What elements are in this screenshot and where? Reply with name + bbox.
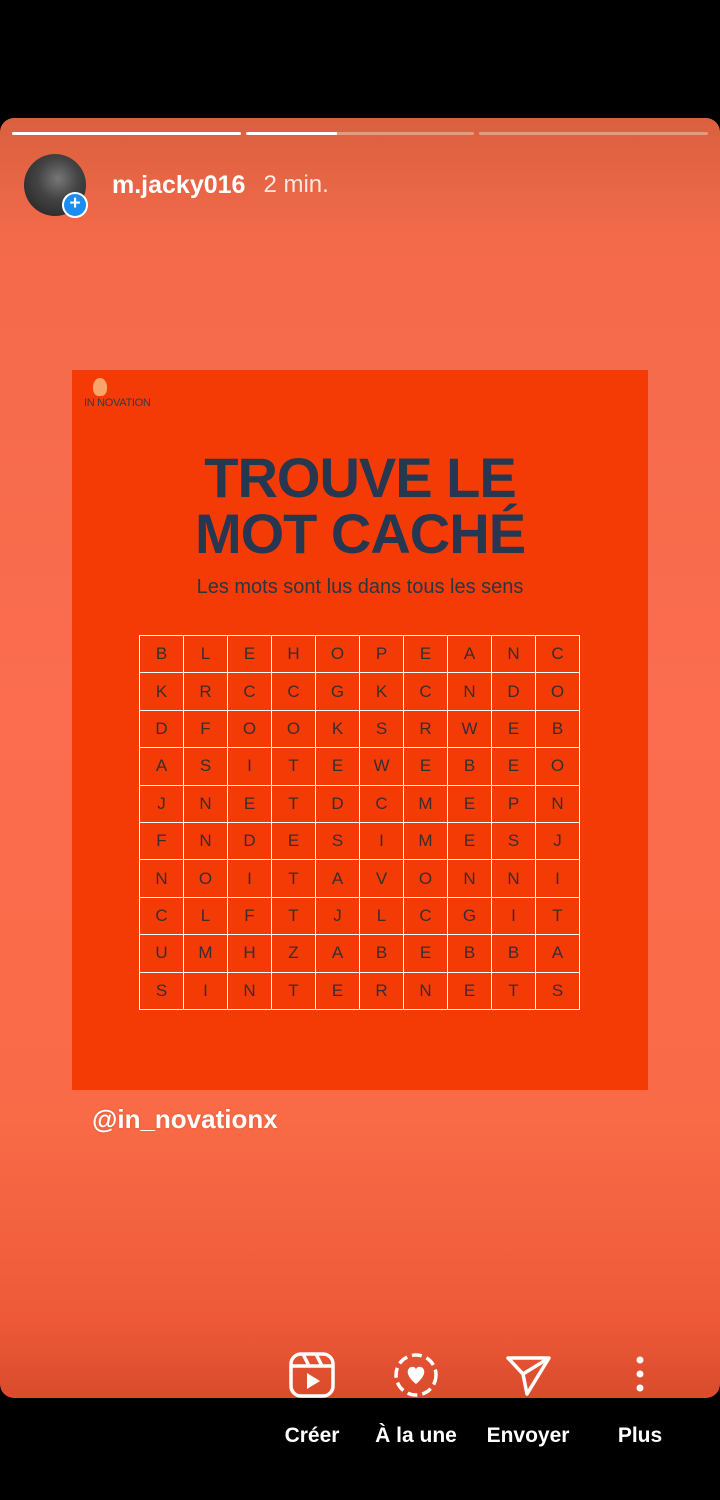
- grid-cell: N: [492, 636, 536, 673]
- grid-cell: G: [448, 898, 492, 935]
- grid-cell: P: [492, 786, 536, 823]
- grid-cell: W: [360, 748, 404, 785]
- grid-cell: J: [140, 786, 184, 823]
- grid-cell: U: [140, 935, 184, 972]
- grid-cell: R: [404, 711, 448, 748]
- post-title: [72, 446, 648, 565]
- grid-cell: A: [316, 860, 360, 897]
- grid-cell: O: [272, 711, 316, 748]
- post-subtitle: Les mots sont lus dans tous les sens: [196, 576, 524, 598]
- grid-cell: O: [184, 860, 228, 897]
- grid-cell: E: [316, 748, 360, 785]
- grid-cell: S: [536, 973, 580, 1010]
- grid-cell: O: [228, 711, 272, 748]
- grid-cell: T: [272, 973, 316, 1010]
- mention-sticker[interactable]: @in_novationx: [92, 1104, 278, 1134]
- grid-cell: N: [492, 860, 536, 897]
- send-icon[interactable]: [503, 1350, 553, 1400]
- grid-cell: N: [448, 673, 492, 710]
- grid-cell: E: [404, 636, 448, 673]
- grid-cell: T: [492, 973, 536, 1010]
- story-progress-bar: [12, 132, 708, 136]
- grid-cell: R: [360, 973, 404, 1010]
- grid-cell: T: [272, 860, 316, 897]
- grid-cell: N: [184, 823, 228, 860]
- grid-cell: F: [184, 711, 228, 748]
- add-story-icon[interactable]: +: [62, 192, 88, 218]
- grid-cell: M: [404, 786, 448, 823]
- grid-cell: D: [140, 711, 184, 748]
- send-label[interactable]: Envoyer: [486, 1424, 570, 1447]
- grid-cell: A: [140, 748, 184, 785]
- progress-segment: [12, 132, 241, 135]
- grid-cell: E: [448, 973, 492, 1010]
- grid-cell: T: [536, 898, 580, 935]
- grid-cell: B: [448, 935, 492, 972]
- title-line: MOT CACHÉ: [194, 502, 526, 565]
- grid-cell: R: [184, 673, 228, 710]
- grid-cell: D: [492, 673, 536, 710]
- grid-cell: N: [448, 860, 492, 897]
- grid-cell: I: [492, 898, 536, 935]
- grid-cell: I: [536, 860, 580, 897]
- grid-cell: F: [228, 898, 272, 935]
- grid-cell: C: [360, 786, 404, 823]
- grid-cell: P: [360, 636, 404, 673]
- grid-cell: E: [492, 748, 536, 785]
- grid-cell: T: [272, 898, 316, 935]
- story-viewer[interactable]: [0, 118, 720, 1398]
- grid-cell: S: [316, 823, 360, 860]
- grid-cell: O: [316, 636, 360, 673]
- grid-cell: O: [536, 673, 580, 710]
- grid-cell: L: [184, 898, 228, 935]
- grid-cell: B: [492, 935, 536, 972]
- reels-icon[interactable]: [287, 1350, 337, 1400]
- grid-cell: T: [272, 748, 316, 785]
- grid-cell: A: [448, 636, 492, 673]
- grid-cell: J: [316, 898, 360, 935]
- username[interactable]: m.jacky016: [112, 170, 246, 199]
- grid-cell: E: [228, 786, 272, 823]
- brand-name: IN NOVATION: [84, 397, 151, 409]
- grid-cell: E: [404, 748, 448, 785]
- avatar[interactable]: [24, 154, 86, 216]
- grid-cell: N: [140, 860, 184, 897]
- grid-cell: W: [448, 711, 492, 748]
- grid-cell: B: [360, 935, 404, 972]
- progress-segment: [246, 132, 475, 135]
- grid-cell: F: [140, 823, 184, 860]
- grid-cell: K: [360, 673, 404, 710]
- grid-cell: L: [184, 636, 228, 673]
- grid-cell: V: [360, 860, 404, 897]
- grid-cell: O: [536, 748, 580, 785]
- highlight-icon[interactable]: [391, 1350, 441, 1400]
- action-labels: [0, 1424, 720, 1454]
- grid-cell: C: [228, 673, 272, 710]
- grid-cell: H: [228, 935, 272, 972]
- more-label[interactable]: Plus: [617, 1424, 663, 1447]
- grid-cell: M: [404, 823, 448, 860]
- grid-cell: S: [492, 823, 536, 860]
- grid-cell: A: [316, 935, 360, 972]
- grid-cell: G: [316, 673, 360, 710]
- more-icon[interactable]: [615, 1350, 665, 1400]
- grid-cell: E: [404, 935, 448, 972]
- grid-cell: B: [140, 636, 184, 673]
- grid-cell: E: [448, 823, 492, 860]
- grid-cell: E: [272, 823, 316, 860]
- grid-cell: E: [448, 786, 492, 823]
- grid-cell: N: [184, 786, 228, 823]
- grid-cell: J: [536, 823, 580, 860]
- grid-cell: H: [272, 636, 316, 673]
- grid-cell: N: [536, 786, 580, 823]
- grid-cell: A: [536, 935, 580, 972]
- grid-cell: N: [228, 973, 272, 1010]
- grid-cell: S: [184, 748, 228, 785]
- story-header: [24, 154, 329, 216]
- grid-cell: B: [448, 748, 492, 785]
- grid-cell: C: [536, 636, 580, 673]
- grid-cell: T: [272, 786, 316, 823]
- highlight-label[interactable]: À la une: [375, 1424, 457, 1447]
- word-search-grid: [139, 635, 580, 1010]
- grid-cell: C: [140, 898, 184, 935]
- grid-cell: D: [316, 786, 360, 823]
- post-time: 2 min.: [263, 171, 329, 198]
- grid-cell: I: [228, 860, 272, 897]
- progress-segment: [479, 132, 708, 135]
- grid-cell: I: [228, 748, 272, 785]
- grid-cell: K: [140, 673, 184, 710]
- grid-cell: I: [184, 973, 228, 1010]
- grid-cell: O: [404, 860, 448, 897]
- grid-cell: Z: [272, 935, 316, 972]
- grid-cell: E: [228, 636, 272, 673]
- brand-logo: [84, 378, 151, 409]
- grid-cell: D: [228, 823, 272, 860]
- title-line: TROUVE LE: [204, 446, 516, 509]
- brand-icon: [93, 378, 107, 396]
- grid-cell: B: [536, 711, 580, 748]
- grid-cell: E: [316, 973, 360, 1010]
- grid-cell: N: [404, 973, 448, 1010]
- grid-cell: S: [360, 711, 404, 748]
- grid-cell: I: [360, 823, 404, 860]
- grid-cell: K: [316, 711, 360, 748]
- grid-cell: S: [140, 973, 184, 1010]
- grid-cell: E: [492, 711, 536, 748]
- grid-cell: M: [184, 935, 228, 972]
- story-image: [72, 370, 648, 1090]
- grid-cell: C: [404, 898, 448, 935]
- grid-cell: C: [272, 673, 316, 710]
- grid-cell: C: [404, 673, 448, 710]
- grid-cell: L: [360, 898, 404, 935]
- create-label[interactable]: Créer: [284, 1424, 340, 1447]
